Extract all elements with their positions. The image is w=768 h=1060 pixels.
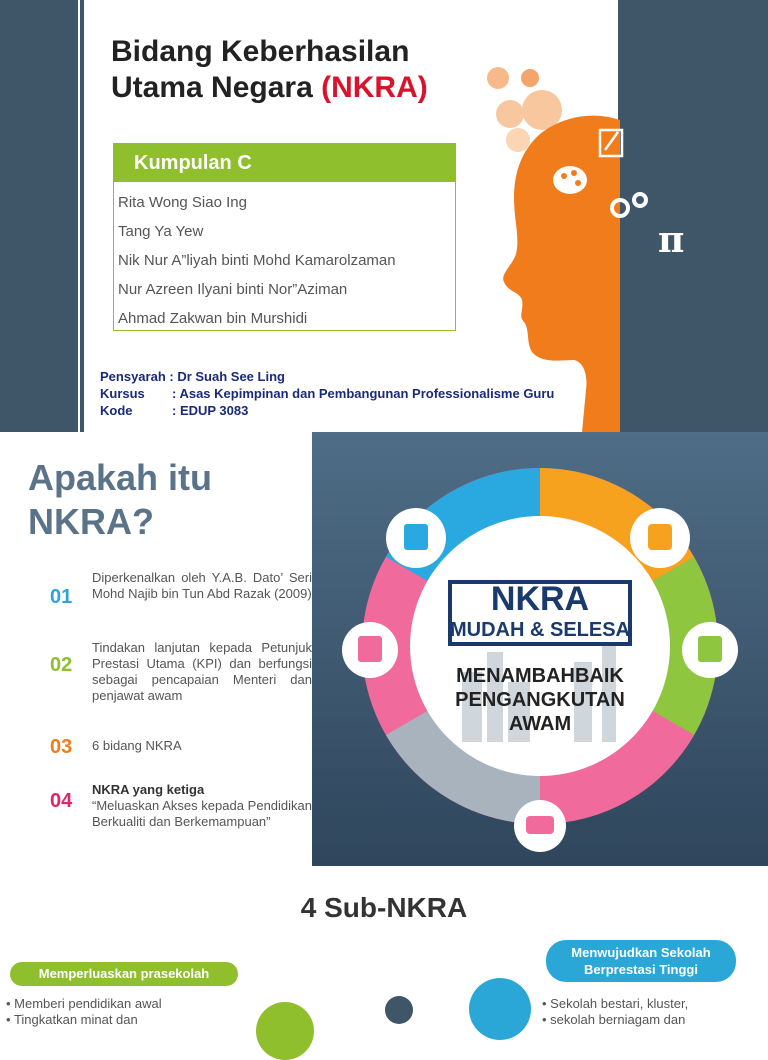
slide-title: 4 Sub-NKRA [300, 892, 468, 923]
course-value: : Asas Kepimpinan dan Pembangunan Professionalisme Guru [172, 386, 555, 401]
poster-line1: NKRA [490, 580, 590, 618]
preschool-label: Memperluaskan prasekolah [10, 962, 238, 986]
right-bullets [542, 996, 740, 1028]
poster-line2: MUDAH & SELESA [449, 619, 631, 641]
title-slide [0, 0, 768, 432]
group-title: Kumpulan C [114, 144, 455, 182]
bullet-text: Memberi pendidikan awal [14, 996, 162, 1011]
bubble-shape [496, 100, 524, 128]
point-number: 01 [50, 586, 73, 608]
code-key: Kode [100, 403, 133, 418]
bus-icon [386, 508, 446, 568]
point-text-block [92, 782, 312, 830]
bubble-shape [521, 69, 539, 87]
group-box [113, 143, 456, 331]
point-heading: NKRA yang ketiga [92, 782, 205, 797]
bullet-text: Tingkatkan minat dan [13, 1012, 138, 1027]
sub-nkra-slide [0, 866, 768, 1027]
nkra-poster [312, 432, 768, 866]
poster-line4: PENGANGKUTAN [455, 689, 625, 711]
palette-circle-icon [469, 978, 531, 1040]
bullet-item: • Tingkatkan minat dan [6, 1012, 138, 1027]
bubble-shape [487, 67, 509, 89]
member-name: Nur Azreen Ilyani binti Nor”Aziman [118, 281, 348, 298]
head-shape [503, 116, 620, 432]
title-line1: Bidang Keberhasilan [111, 35, 410, 68]
bullet-item: • sekolah berniagam dan [542, 1012, 686, 1027]
bullet-item: • Memberi pendidikan awal [6, 996, 162, 1011]
lecturer-line: Pensyarah : Dr Suah See Ling [100, 369, 285, 384]
divider-line [78, 0, 80, 432]
head-illustration [470, 60, 685, 432]
course-key: Kursus [100, 386, 145, 401]
tram-icon [342, 622, 398, 678]
member-name: Rita Wong Siao Ing [118, 194, 247, 211]
pi-symbol: π [658, 219, 685, 261]
poster-line5: AWAM [508, 713, 572, 735]
poster-line3: MENAMBAHBAIK [456, 665, 624, 687]
taxi-icon [514, 800, 566, 852]
decorative-circle [385, 996, 413, 1024]
point-text: 6 bidang NKRA [92, 738, 182, 753]
point-number: 04 [50, 790, 73, 812]
point-text: Tindakan lanjutan kepada Petunjuk Prestasi Utama (KPI) dan berfungsi sebagai pencapaian Menteri dan penjawat awam [92, 640, 312, 703]
poster-graphic [312, 432, 768, 866]
pill-line2: Berprestasi Tinggi [584, 962, 698, 977]
title-accent: (NKRA) [321, 71, 428, 104]
member-name: Tang Ya Yew [118, 223, 204, 240]
member-name: Nik Nur A”liyah binti Mohd Kamarolzaman [118, 252, 396, 269]
train-icon [630, 508, 690, 568]
member-name: Ahmad Zakwan bin Murshidi [118, 310, 308, 327]
point-text: Diperkenalkan oleh Y.A.B. Dato’ Seri Mohd Najib bin Tun Abd Razak (2009) [92, 570, 312, 601]
code-value: : EDUP 3083 [172, 403, 249, 418]
bullet-item: • Sekolah bestari, kluster, [542, 996, 689, 1011]
bubble-shape [506, 128, 530, 152]
pill-line1: Menwujudkan Sekolah [571, 945, 711, 960]
point-number: 02 [50, 654, 73, 676]
decorative-circle [256, 1002, 314, 1060]
lrt-icon [682, 622, 738, 678]
palette-icon [553, 166, 587, 194]
slide-title [111, 34, 428, 106]
point-number: 03 [50, 736, 73, 758]
title-line2: Utama Negara [111, 71, 322, 104]
left-bullets [6, 996, 242, 1028]
slide-title: Apakah itu NKRA? [28, 457, 213, 542]
high-performing-school-label [546, 940, 736, 982]
point-text: “Meluaskan Akses kepada Pendidikan Berkualiti dan Berkemampuan” [92, 798, 312, 829]
about-nkra-slide [0, 432, 768, 866]
bullet-text: sekolah berniagam dan [550, 1012, 686, 1027]
bullet-text: Sekolah bestari, kluster, [550, 996, 689, 1011]
